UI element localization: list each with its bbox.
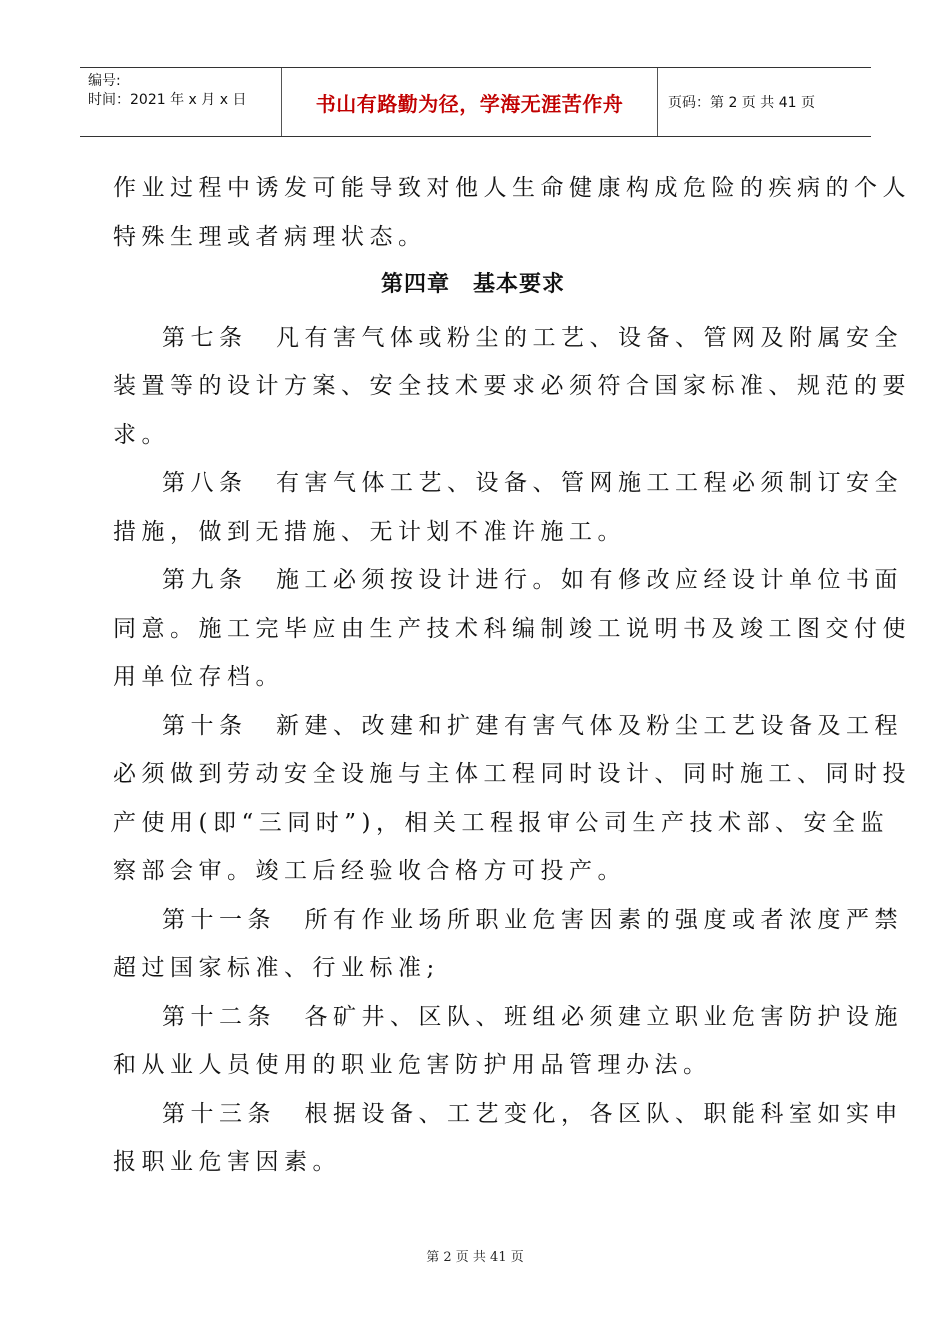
text-line: 产使用(即“三同时”)，相关工程报审公司生产技术部、安全监: [113, 809, 889, 836]
article-12: [113, 993, 903, 1090]
paragraph-continuation: [113, 164, 911, 261]
text-line: 超过国家标准、行业标准;: [113, 955, 440, 981]
document-body: [113, 164, 911, 1187]
text-line: 和从业人员使用的职业危害防护用品管理办法。: [113, 1052, 712, 1078]
text-line: 求。: [113, 421, 170, 448]
text-line: 第七条 凡有害气体或粉尘的工艺、设备、管网及附属安全: [162, 324, 903, 351]
article-10: [113, 702, 911, 896]
article-9: [113, 556, 911, 702]
article-13: [113, 1090, 903, 1187]
document-number-label: 编号:: [88, 73, 121, 89]
document-date: 时间：2021 年 x 月 x 日: [88, 92, 247, 108]
text-line: 第八条 有害气体工艺、设备、管网施工工程必须制订安全: [162, 470, 903, 496]
text-line: 第十二条 各矿井、区队、班组必须建立职业危害防护设施: [162, 1003, 903, 1030]
text-line: 装置等的设计方案、安全技术要求必须符合国家标准、规范的要: [113, 373, 911, 399]
article-11: [113, 896, 903, 993]
page-footer: 第 2 页 共 41 页: [426, 1250, 524, 1265]
text-line: 第九条 施工必须按设计进行。如有修改应经设计单位书面: [162, 567, 903, 593]
text-line: 必须做到劳动安全设施与主体工程同时设计、同时施工、同时投: [113, 761, 911, 787]
header-meta: [80, 68, 282, 136]
text-line: 察部会审。竣工后经验收合格方可投产。: [113, 858, 626, 884]
text-line: 报职业危害因素。: [113, 1149, 341, 1175]
text-line: 同意。施工完毕应由生产技术科编制竣工说明书及竣工图交付使: [113, 615, 911, 642]
text-line: 第十条 新建、改建和扩建有害气体及粉尘工艺设备及工程: [162, 712, 903, 739]
text-line: 第十三条 根据设备、工艺变化，各区队、职能科室如实申: [162, 1100, 903, 1127]
text-line: 特殊生理或者病理状态。: [113, 223, 427, 250]
header-motto: 书山有路勤为径，学海无涯苦作舟: [282, 68, 658, 136]
article-8: [113, 459, 903, 556]
text-line: 第十一条 所有作业场所职业危害因素的强度或者浓度严禁: [162, 906, 903, 933]
page-header: [80, 67, 871, 137]
text-line: 作业过程中诱发可能导致对他人生命健康构成危险的疾病的个人: [113, 175, 911, 201]
header-page-info: 页码：第 2 页 共 41 页: [668, 95, 815, 111]
article-7: [113, 314, 911, 460]
chapter-title: 第四章 基本要求: [380, 272, 565, 297]
text-line: 用单位存档。: [113, 664, 284, 690]
text-line: 措施，做到无措施、无计划不准许施工。: [113, 518, 626, 545]
